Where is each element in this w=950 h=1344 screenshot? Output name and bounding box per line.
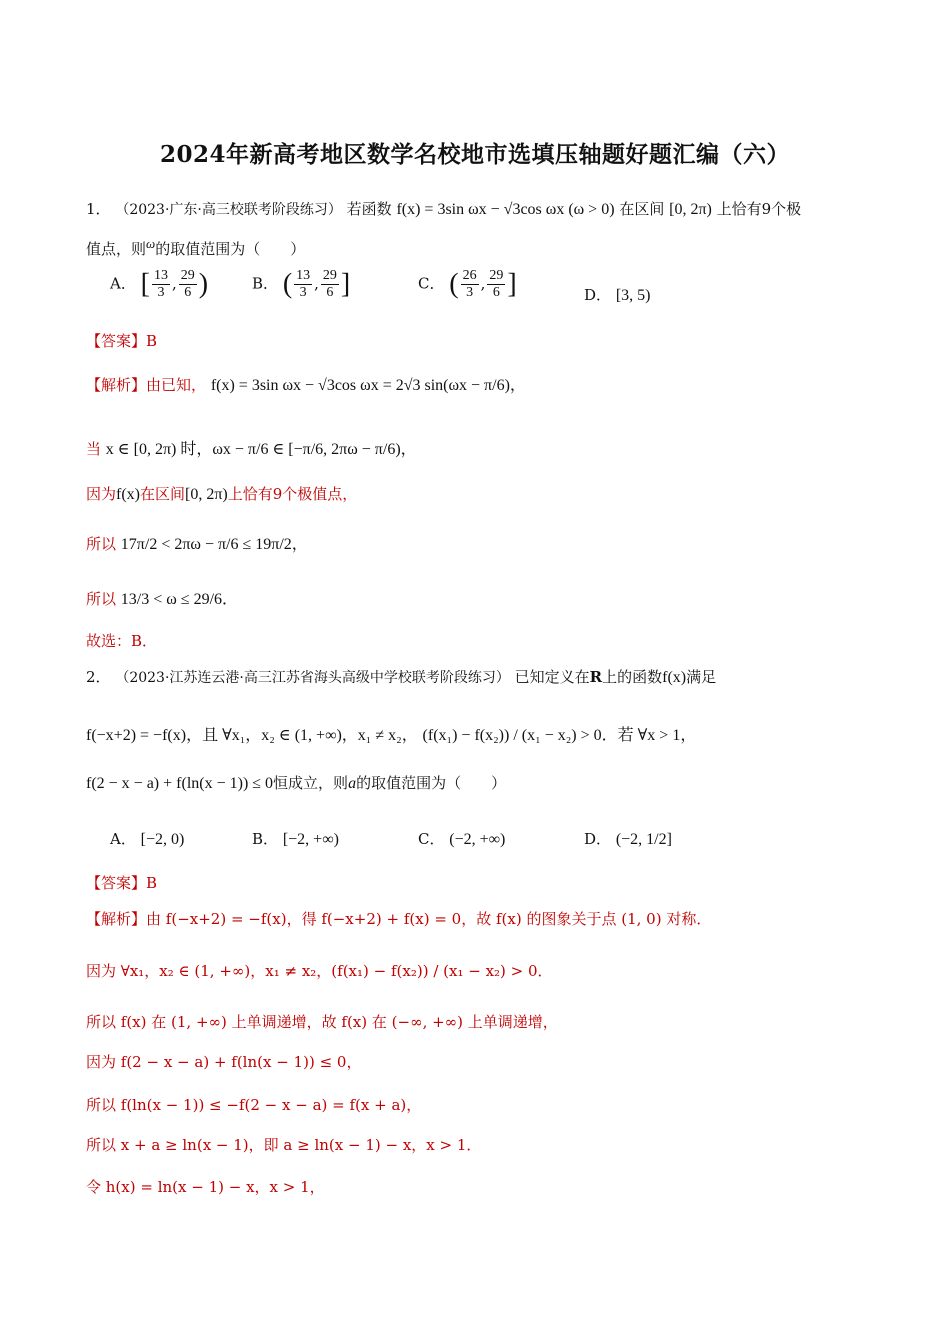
answer-tag: 【答案】	[86, 874, 147, 892]
q1-number: 1．	[86, 200, 111, 218]
q2-source: （2023·江苏连云港·高三江苏省海头高级中学校联考阶段练习）	[115, 670, 510, 686]
option-label: C．	[418, 274, 445, 293]
q1-source: （2023·广东·高三校联考阶段练习）	[115, 202, 342, 218]
denominator: 6	[184, 285, 192, 301]
q1-option-d	[584, 284, 650, 305]
option-text: (−2, +∞)	[449, 831, 506, 848]
answer-value: B	[146, 874, 158, 892]
solution-math: f(x) = 3sin ωx − √3cos ωx = 2√3 sin(ωx − π/6)，	[210, 377, 526, 394]
numerator: 29	[487, 268, 505, 285]
q2-answer	[86, 872, 157, 893]
q1-stem-e: 的取值范围为（ ）	[155, 240, 306, 258]
q2-stem-e: 的取值范围为（ ）	[356, 774, 507, 792]
fraction	[487, 268, 505, 301]
q2-solution-line1	[86, 908, 711, 929]
option-label: A．	[110, 274, 136, 293]
option-label: B．	[252, 274, 279, 293]
q2-solution-line3: 所以 f(x) 在 (1, +∞) 上单调递增，故 f(x) 在 (−∞, +∞) 上单调递增，	[86, 1013, 558, 1031]
q1-solution-line2	[86, 436, 417, 459]
numerator: 29	[179, 268, 197, 285]
q1-solution-line4	[86, 531, 308, 554]
option-label: A．	[110, 830, 136, 848]
q1-answer	[86, 330, 157, 351]
q1-option-b: B． ( $\frac{13}{3}$ , $\frac{29}{6}$ ]	[252, 268, 351, 301]
q2-number: 2．	[86, 668, 111, 686]
solution-text: 在区间	[140, 485, 186, 503]
denominator: 3	[157, 285, 165, 301]
solution-math: f(x)	[116, 486, 140, 503]
q2-stem-line2	[86, 722, 696, 745]
q2-solution-line7: 令 h(x) = ln(x − 1) − x，x > 1，	[86, 1178, 325, 1196]
option-text: [−2, +∞)	[282, 831, 339, 848]
numerator: 13	[152, 268, 170, 285]
q1-stem-c: 上恰有9个极	[716, 200, 802, 218]
q2-stem-a: 已知定义在	[514, 668, 590, 686]
q1-solution-line3	[86, 483, 357, 504]
q2-variable-a: a	[348, 775, 357, 792]
option-text: [−2, 0)	[140, 831, 185, 848]
solution-math: [0, 2π)	[185, 486, 228, 503]
solution-math: 17π/2 < 2πω − π/6 ≤ 19π/2，	[120, 536, 308, 553]
q1-stem-line2	[86, 236, 305, 259]
q2-solution-line6: 所以 x + a ≥ ln(x − 1)，即 a ≥ ln(x − 1) − x，x > 1．	[86, 1136, 482, 1154]
option-label: D．	[584, 286, 612, 304]
bracket: ]	[507, 268, 517, 300]
solution-text: 由 f(−x+2) = −f(x)，得 f(−x+2) + f(x) = 0，故 f(x) 的图象关于点 (1, 0) 对称．	[146, 910, 712, 928]
denominator: 6	[492, 285, 500, 301]
q2-stem-line1	[86, 666, 716, 687]
bracket: [	[140, 268, 150, 300]
answer-tag: 【答案】	[86, 332, 147, 350]
numerator: 29	[321, 268, 339, 285]
fraction	[321, 268, 339, 301]
analysis-tag: 【解析】	[86, 376, 147, 394]
q2-solution-line2: 因为 ∀x₁，x₂ ∈ (1, +∞)，x₁ ≠ x₂，(f(x₁) − f(x₂)) / (x₁ − x₂) > 0．	[86, 962, 553, 980]
denominator: 3	[299, 285, 307, 301]
solution-text: 由已知，	[146, 376, 207, 394]
condition: (f(x₁) − f(x₂)) / (x₁ − x₂) > 0．若 ∀x > 1，	[422, 727, 697, 744]
solution-math: x ∈ [0, 2π) 时，ωx − π/6 ∈ [−π/6, 2πω − π/6)，	[105, 441, 417, 458]
q2-solution-line4: 因为 f(2 − x − a) + f(ln(x − 1)) ≤ 0，	[86, 1053, 362, 1071]
denominator: 6	[326, 285, 334, 301]
q1-option-a: A． [ $\frac{13}{3}$ , $\frac{29}{6}$ )	[110, 268, 209, 301]
q1-function: f(x) = 3sin ωx − √3cos ωx (ω > 0)	[396, 201, 615, 218]
fraction	[294, 268, 312, 301]
q1-stem-b: 在区间	[619, 200, 665, 218]
solution-text: 所以	[86, 535, 117, 553]
q2-solution-line5: 所以 f(ln(x − 1)) ≤ −f(2 − x − a) = f(x + a)，	[86, 1096, 422, 1114]
option-text: [3, 5)	[615, 287, 651, 304]
q1-omega: ω	[146, 236, 156, 251]
q2-stem-b: 上的函数	[602, 668, 663, 686]
bracket: ]	[340, 268, 351, 300]
condition: f(2 − x − a) + f(ln(x − 1)) ≤ 0	[86, 775, 274, 792]
q2-option-b	[252, 828, 339, 849]
q2-stem-d: 恒成立，则	[273, 774, 349, 792]
q2-set-R: R	[589, 668, 603, 686]
option-label: C．	[418, 830, 445, 848]
fraction	[461, 268, 479, 301]
q1-option-c: C． ( $\frac{26}{3}$ , $\frac{29}{6}$ ]	[418, 268, 517, 301]
fraction	[179, 268, 197, 301]
q2-option-a	[110, 828, 184, 849]
q1-stem-d: 值点，则	[86, 240, 147, 258]
q1-stem-line1	[86, 198, 801, 219]
q2-stem-c: 满足	[686, 668, 717, 686]
q2-option-c	[418, 828, 505, 849]
bracket: (	[449, 268, 459, 300]
bracket: )	[198, 268, 209, 300]
solution-text: 上恰有9个极值点，	[227, 485, 358, 503]
analysis-tag: 【解析】	[86, 910, 147, 928]
condition: f(−x+2) = −f(x)，且 ∀x₁，x₂ ∈ (1, +∞)，x₁ ≠ x₂，	[86, 727, 418, 744]
q1-interval: [0, 2π)	[669, 201, 712, 218]
q1-stem-a: 若函数	[346, 200, 392, 218]
denominator: 3	[466, 285, 474, 301]
fraction	[152, 268, 170, 301]
solution-text: 所以	[86, 590, 117, 608]
page-title: 2024年新高考地区数学名校地市选填压轴题好题汇编（六）	[159, 141, 790, 168]
answer-value: B	[146, 332, 158, 350]
option-label: D．	[584, 830, 612, 848]
solution-text: 当	[86, 440, 102, 458]
solution-math: 13/3 < ω ≤ 29/6．	[120, 591, 239, 608]
q2-function: f(x)	[662, 669, 687, 686]
q1-solution-line1	[86, 372, 526, 395]
q1-solution-line5	[86, 586, 238, 609]
solution-text: 因为	[86, 485, 117, 503]
q2-option-d	[584, 828, 672, 849]
bracket: (	[282, 268, 293, 300]
option-text: (−2, 1/2]	[615, 831, 672, 848]
numerator: 26	[461, 268, 479, 285]
q1-solution-line6: 故选：B．	[86, 632, 158, 650]
option-label: B．	[252, 830, 279, 848]
numerator: 13	[294, 268, 312, 285]
q2-stem-line3	[86, 772, 506, 793]
